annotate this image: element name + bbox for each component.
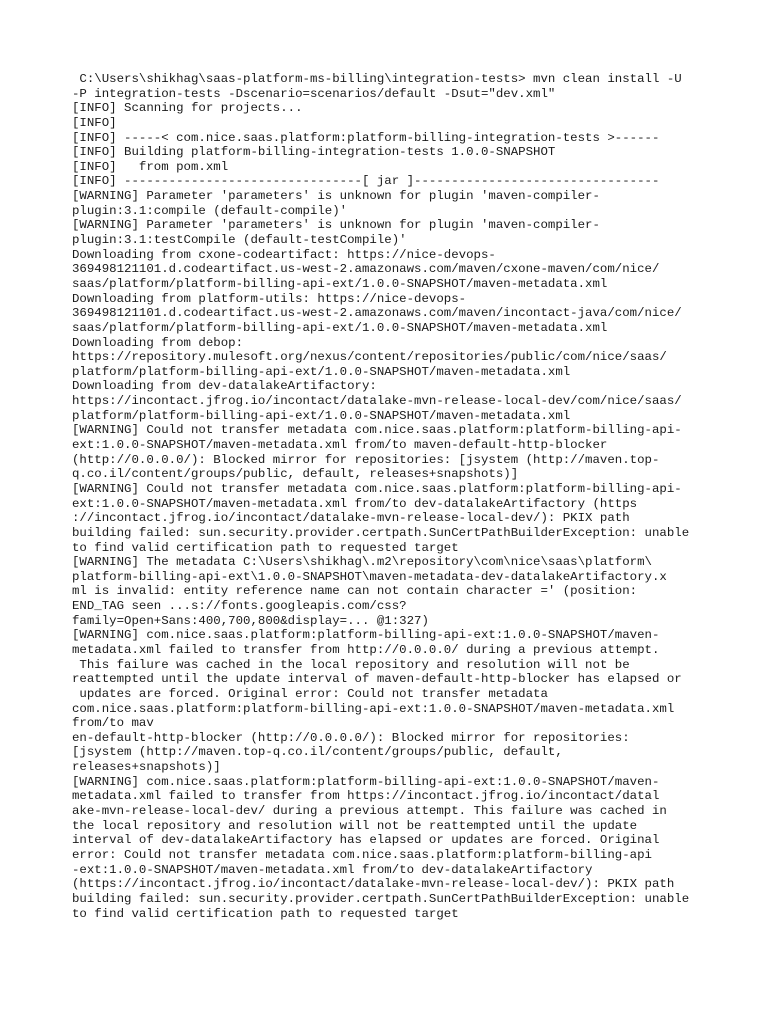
console-line: [WARNING] Could not transfer metadata com.nice.saas.platform:platform-billing-api-: [72, 423, 682, 438]
console-line: 369498121101.d.codeartifact.us-west-2.amazonaws.com/maven/incontact-java/com/nice/: [72, 306, 682, 321]
console-line: platform/platform-billing-api-ext/1.0.0-SNAPSHOT/maven-metadata.xml: [72, 408, 571, 423]
console-output: [72, 72, 702, 921]
console-line: [WARNING] Could not transfer metadata com.nice.saas.platform:platform-billing-api-: [72, 481, 682, 496]
console-line: [INFO] Building platform-billing-integration-tests 1.0.0-SNAPSHOT: [72, 145, 556, 160]
console-line: [INFO] from pom.xml: [72, 159, 229, 174]
console-line: ml is invalid: entity reference name can not contain character =' (position:: [72, 584, 638, 599]
console-line: plugin:3.1:compile (default-compile)': [72, 203, 348, 218]
console-line: [WARNING] com.nice.saas.platform:platform-billing-api-ext:1.0.0-SNAPSHOT/maven-: [72, 774, 660, 789]
console-line: -ext:1.0.0-SNAPSHOT/maven-metadata.xml from/to dev-datalakeArtifactory: [72, 862, 593, 877]
console-line: to find valid certification path to requested target: [72, 906, 459, 921]
console-line: updates are forced. Original error: Could not transfer metadata: [72, 686, 548, 701]
console-line: releases+snapshots)]: [72, 760, 221, 775]
console-line: https://repository.mulesoft.org/nexus/content/repositories/public/com/nice/saas/: [72, 350, 667, 365]
console-line: saas/platform/platform-billing-api-ext/1.0.0-SNAPSHOT/maven-metadata.xml: [72, 276, 608, 291]
console-line: ext:1.0.0-SNAPSHOT/maven-metadata.xml from/to maven-default-http-blocker: [72, 438, 608, 453]
console-line: [WARNING] Parameter 'parameters' is unknown for plugin 'maven-compiler-: [72, 218, 600, 233]
console-line: reattempted until the update interval of maven-default-http-blocker has elapsed or: [72, 672, 682, 687]
console-line: building failed: sun.security.provider.certpath.SunCertPathBuilderException: unable: [72, 891, 690, 906]
console-line: 369498121101.d.codeartifact.us-west-2.amazonaws.com/maven/cxone-maven/com/nice/: [72, 262, 660, 277]
console-line: END_TAG seen ...s://fonts.googleapis.com/css?: [72, 599, 407, 614]
console-line: [WARNING] com.nice.saas.platform:platform-billing-api-ext:1.0.0-SNAPSHOT/maven-: [72, 628, 660, 643]
console-line: C:\Users\shikhag\saas-platform-ms-billing\integration-tests> mvn clean install -U: [72, 72, 682, 86]
console-line: en-default-http-blocker (http://0.0.0.0/): Blocked mirror for repositories:: [72, 730, 630, 745]
console-line: https://incontact.jfrog.io/incontact/datalake-mvn-release-local-dev/com/nice/saas/: [72, 394, 682, 409]
console-line: error: Could not transfer metadata com.nice.saas.platform:platform-billing-api: [72, 847, 652, 862]
console-line: metadata.xml failed to transfer from https://incontact.jfrog.io/incontact/datal: [72, 789, 660, 804]
console-line: the local repository and resolution will not be reattempted until the update: [72, 818, 638, 833]
console-line: platform/platform-billing-api-ext/1.0.0-SNAPSHOT/maven-metadata.xml: [72, 364, 571, 379]
console-line: Downloading from debop:: [72, 335, 244, 350]
console-line: metadata.xml failed to transfer from http://0.0.0.0/ during a previous attempt.: [72, 642, 660, 657]
console-line: interval of dev-datalakeArtifactory has elapsed or updates are forced. Original: [72, 833, 660, 848]
console-line: [jsystem (http://maven.top-q.co.il/content/groups/public, default,: [72, 745, 563, 760]
console-line: ext:1.0.0-SNAPSHOT/maven-metadata.xml from/to dev-datalakeArtifactory (https: [72, 496, 638, 511]
console-line: Downloading from dev-datalakeArtifactory:: [72, 379, 377, 394]
console-line: Downloading from cxone-codeartifact: https://nice-devops-: [72, 247, 496, 262]
console-line: ://incontact.jfrog.io/incontact/datalake-mvn-release-local-dev/): PKIX path: [72, 511, 630, 526]
console-line: Downloading from platform-utils: https://nice-devops-: [72, 291, 467, 306]
console-line: (http://0.0.0.0/): Blocked mirror for repositories: [jsystem (http://maven.top-: [72, 452, 660, 467]
console-line: plugin:3.1:testCompile (default-testCompile)': [72, 233, 407, 248]
console-line: [INFO] --------------------------------[ jar ]---------------------------------: [72, 174, 660, 189]
console-line: [INFO]: [72, 115, 117, 130]
console-line: platform-billing-api-ext\1.0.0-SNAPSHOT\maven-metadata-dev-datalakeArtifactory.x: [72, 569, 667, 584]
console-line: building failed: sun.security.provider.certpath.SunCertPathBuilderException: unable: [72, 525, 690, 540]
console-line: from/to mav: [72, 716, 154, 731]
console-line: [WARNING] Parameter 'parameters' is unknown for plugin 'maven-compiler-: [72, 189, 600, 204]
console-line: [WARNING] The metadata C:\Users\shikhag\.m2\repository\com\nice\saas\platform\: [72, 555, 652, 570]
console-line: This failure was cached in the local repository and resolution will not be: [72, 657, 630, 672]
console-line: family=Open+Sans:400,700,800&display=... @1:327): [72, 613, 429, 628]
console-line: saas/platform/platform-billing-api-ext/1.0.0-SNAPSHOT/maven-metadata.xml: [72, 320, 608, 335]
console-line: [INFO] Scanning for projects...: [72, 101, 303, 116]
console-line: -P integration-tests -Dscenario=scenarios/default -Dsut="dev.xml": [72, 86, 556, 101]
console-line: q.co.il/content/groups/public, default, releases+snapshots)]: [72, 467, 519, 482]
console-line: (https://incontact.jfrog.io/incontact/datalake-mvn-release-local-dev/): PKIX path: [72, 877, 675, 892]
console-line: to find valid certification path to requested target: [72, 540, 459, 555]
console-line: ake-mvn-release-local-dev/ during a previous attempt. This failure was cached in: [72, 804, 667, 819]
console-line: com.nice.saas.platform:platform-billing-api-ext:1.0.0-SNAPSHOT/maven-metadata.xml: [72, 701, 675, 716]
console-line: [INFO] -----< com.nice.saas.platform:platform-billing-integration-tests >------: [72, 130, 660, 145]
